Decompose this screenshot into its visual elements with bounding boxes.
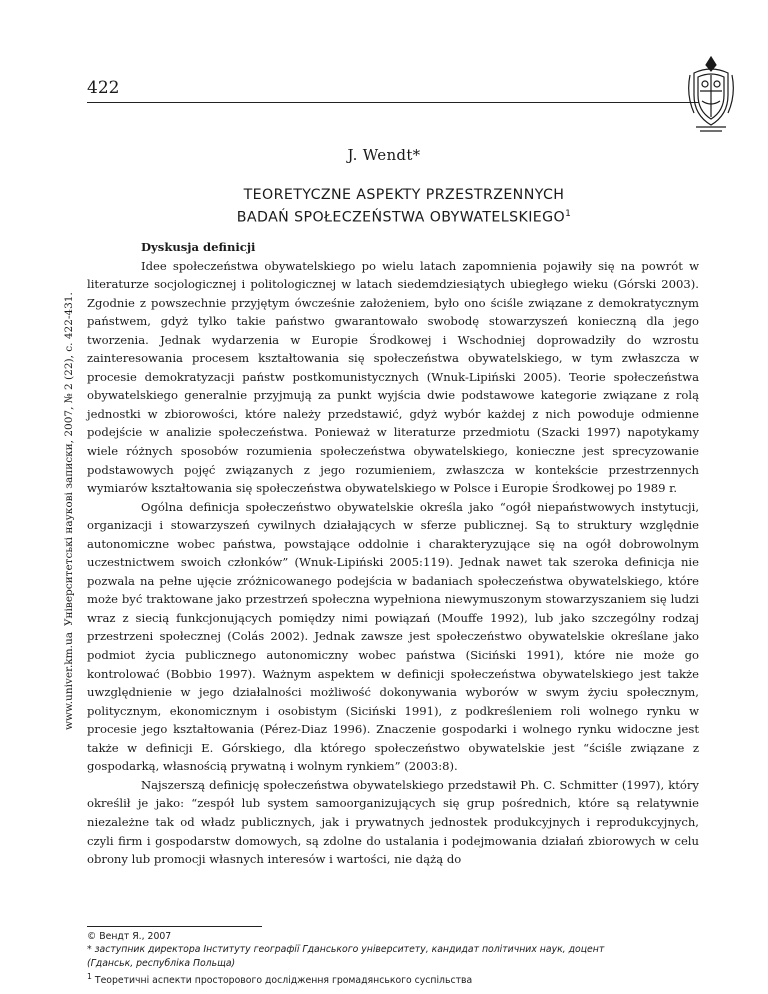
copyright-note: © Вендт Я., 2007 [87, 931, 172, 942]
section-heading: Dyskusja definicji [141, 240, 256, 254]
author-note: * заступник директора Інституту географії Гданського університету, кандидат політичних наук, доцент [87, 944, 605, 956]
author-footnote-mark: * [412, 146, 421, 164]
title-note-text: Теоретичні аспекти просторового дослідження громадянського суспільства [91, 974, 473, 986]
paragraph: Ogólna definicja społeczeństwo obywatelskie określa jako “ogół niepaństwowych instytucji, organizacji i stowarzyszeń cywilnych działających w sferze publicznej. Są to struktury względnie autonomiczne wobec państwa, powstające oddolnie i charakteryzujące się na ogół dobrowolnym uczestnictwem swoich członków” (Wnuk-Lipiński 2005:119). Jednak nawet tak szeroka definicja nie pozwala na pełne ujęcie zróżnicowanego podejścia w badaniach społeczeństwa obywatelskiego, które może być traktowane jako przestrzeń społeczna wypełniona niewymuszonym stowarzyszaniem się ludzi wraz z siecią funkcjonujących pomiędzy nimi powiązań (Mouffe 1992), lub jako szczególny rodzaj przestrzeni społecznej (Colás 2002). Jednak zawsze jest społeczeństwo obywatelskie określane jako podmiot życia publicznego autonomiczny wobec państwa (Siciński 1991), które nie może go kontrolować (Bobbio 1997). Ważnym aspektem w definicji społeczeństwa obywatelskiego jest także uwzględnienie w jego działalności możliwość dokonywania wyborów w swym życiu społecznym, politycznym, ekonomicznym i osobistym (Siciński 1991), z podkreśleniem roli wolnego rynku w procesie jego kształtowania (Pérez-Diaz 1996). Znaczenie gospodarki i wolnego rynku widoczne jest także w definicji E. Górskiego, dla którego społeczeństwo obywatelskie jest “ściśle związane z gospodarką, własnością prywatną i wolnym rynkiem” (2003:8). [87, 499, 699, 774]
journal-citation: Університетські наукові записки, 2007, № 2 (22), с. 422-431. [63, 292, 75, 627]
title-note [87, 970, 699, 987]
article-title [100, 186, 708, 228]
title-line-1: TEORETYCZNE ASPEKTY PRZESTRZENNYCH [243, 187, 565, 203]
journal-side-note [63, 292, 77, 730]
article-author [0, 146, 768, 164]
footnotes [87, 930, 699, 987]
header-rule [87, 102, 699, 103]
author-note-continued: (Гданськ, республіка Польща) [87, 957, 236, 969]
university-crest-icon [686, 55, 736, 133]
footnote-rule [87, 926, 262, 927]
title-line-2: BADAŃ SPOŁECZEŃSTWA OBYWATELSKIEGO [236, 209, 566, 226]
author-name: J. Wendt [347, 146, 413, 164]
article-body [87, 238, 699, 869]
page-number: 422 [87, 78, 120, 98]
paragraph: Najszerszą definicję społeczeństwa obywatelskiego przedstawił Ph. C. Schmitter (1997), który określił je jako: “zespół lub system samoorganizujących się grup pośrednich, które są relatywnie niezależne tak od władz publicznych, jak i prywatnych jednostek produkcyjnych i reprodukcyjnych, czyli firm i gospodarstw domowych, są zdolne do ustalania i podejmowania działań zbiorowych w celu obrony lub promocji własnych interesów i wartości, nie dążą do [87, 777, 699, 867]
title-footnote-mark: 1 [565, 209, 572, 219]
site-url[interactable]: www.univer.km.ua [63, 632, 75, 730]
paragraph: Idee społeczeństwa obywatelskiego po wielu latach zapomnienia pojawiły się na powrót w literaturze socjologicznej i politologicznej w latach siedemdziesiątych ubiegłego wieku (Górski 2003). Zgodnie z powszechnie przyjętym ówcześnie założeniem, było ono ściśle związane z demokratycznym państwem, gdyż tylko takie państwo gwarantowało swobodę stowarzyszeń konieczną dla jego tworzenia. Jednak wydarzenia w Europie Środkowej i Wschodniej doprowadziły do wzrostu zainteresowania procesem kształtowania się społeczeństwa obywatelskiego, w tym zwłaszcza w procesie demokratyzacji państw postkomunistycznych (Wnuk-Lipiński 2005). Teorie społeczeństwa obywatelskiego generalnie przyjmują za punkt wyjścia dwie podstawowe kategorie związane z rolą jednostki w zbiorowości, które należy przedstawić, gdyż wybór każdej z nich powoduje odmienne podejście w analizie społeczeństwa. Ponieważ w literaturze przedmiotu (Szacki 1997) napotykamy wiele różnych sposobów rozumienia społeczeństwa obywatelskiego, konieczne jest sprecyzowanie podstawowych pojęć związanych z jego rozumieniem, zwłaszcza w kontekście przestrzennych wymiarów kształtowania się społeczeństwa obywatelskiego w Polsce i Europie Środkowej po 1989 r. [87, 258, 699, 496]
title-note-mark: 1 [87, 971, 92, 981]
